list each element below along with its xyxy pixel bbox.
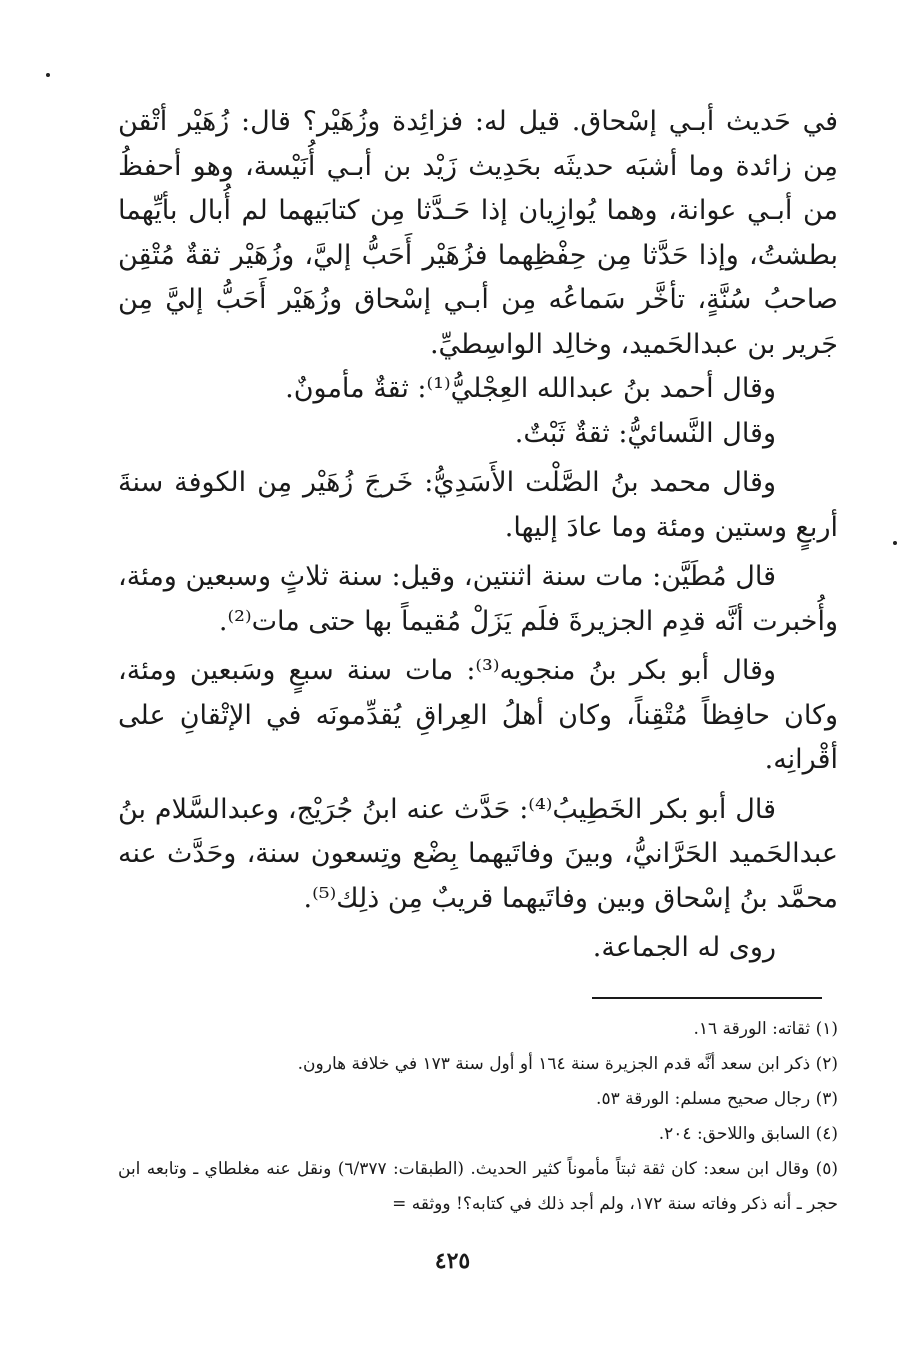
footnote: (٥) وقال ابن سعد: كان ثقة ثبتاً مأموناً كثير الحديث. (الطبقات: ٦/٣٧٧) ونقل عنه مغلطاي ـ وتابعه ابن حجر ـ أنه ذكر وفاته سنة ١٧٢، ولم أجد ذلك في كتابه؟! ووثقه = [118,1159,838,1214]
paragraph: قال أبو بكر الخَطِيبُ⁽⁴⁾: حَدَّث عنه ابنُ جُرَيْج، وعبدالسَّلام بنُ عبدالحَميد الحَرَّانيُّ، وبينَ وفاتَيهما بِضْع وتِسعون سنة، وحَدَّث عنه محمَّد بنُ إسْحاق وبين وفاتَيهما قريبٌ مِن ذلِك⁽⁵⁾. [118,793,838,914]
scan-speck [46,73,50,77]
main-text [118,100,838,971]
paragraph: وقال محمد بنُ الصَّلْت الأَسَدِيُّ: خَرجَ زُهَيْر مِن الكوفة سنةَ أربعٍ وستين ومئة وما عادَ إليها. [118,467,838,543]
paragraph: وقال أبو بكر بنُ منجويه⁽³⁾: مات سنة سبعٍ وسَبعين ومئة، وكان حافِظاً مُتْقِناً، وكان أهلُ العِراقِ يُقدِّمونَه في الإتْقانِ على أقْرانِه. [118,655,838,775]
footnote: (٣) رجال صحيح مسلم: الورقة ٥٣. [596,1089,838,1109]
page-number: ٤٢٥ [434,1248,471,1274]
scan-speck [893,541,897,545]
paragraph: روى له الجماعة. [592,932,776,963]
paragraph: في حَديث أبـي إسْحاق. قيل له: فزائِدة وزُهَيْر؟ قال: زُهَيْر أتْقن مِن زائدة وما أشبَه حديثَه بحَدِيث زَيْد بن أبـي أُنَيْسة، وهو أحفظُ من أبـي عوانة، وهما يُوازِيان إذا حَـدَّثا مِن كتابَيهما لم أُبال بأيِّهما بطشتُ، وإذا حَدَّثا مِن حِفْظِهما فزُهَيْر أَحَبُّ إليَّ، وزُهَيْر ثقةٌ مُتْقِن صاحبُ سُنَّةٍ، تأخَّر سَماعُه مِن أبـي إسْحاق وزُهَيْر أَحَبُّ إليَّ مِن جَرير بن عبدالحَميد، وخالِد الواسِطيِّ. [118,106,838,360]
paragraph: قال مُطَيَّن: مات سنة اثنتين، وقيل: سنة ثلاثٍ وسبعين ومئة، وأُخبرت أنَّه قدِم الجزيرةَ فلَم يَزَلْ مُقيماً بها حتى مات⁽²⁾. [118,561,838,637]
footnote-separator [592,997,822,999]
paragraph: وقال النَّسائيُّ: ثقةٌ ثَبْتٌ. [514,417,776,449]
footnotes [118,1012,838,1222]
paragraph: وقال أحمد بنُ عبدالله العِجْليُّ⁽¹⁾: ثقةٌ مأمونٌ. [285,373,776,404]
footnote: (١) ثقاته: الورقة ١٦. [693,1019,838,1039]
footnote: (٢) ذكر ابن سعد أنَّه قدم الجزيرة سنة ١٦٤ أو أول سنة ١٧٣ في خلافة هارون. [297,1054,838,1074]
footnote: (٤) السابق واللاحق: ٢٠٤. [658,1124,838,1144]
